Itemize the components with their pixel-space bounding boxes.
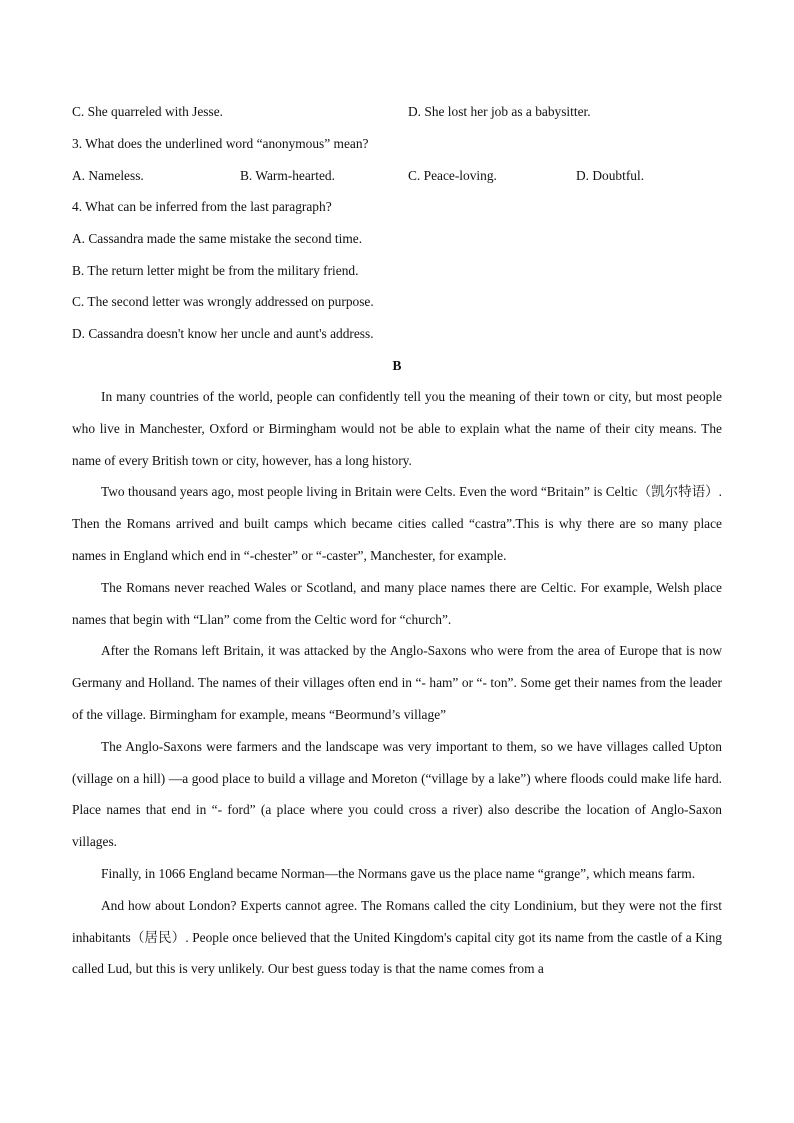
q3-option-b: B. Warm-hearted.	[240, 168, 335, 183]
q4-option-c: C. The second letter was wrongly addressed on purpose.	[72, 294, 374, 309]
passage-paragraph-3: The Romans never reached Wales or Scotland, and many place names there are Celtic. For example, Welsh place names that begin with “Llan” come from the Celtic word for “church”.	[72, 579, 722, 627]
q4-option-b: B. The return letter might be from the military friend.	[72, 263, 359, 278]
q4-option-d: D. Cassandra doesn't know her uncle and aunt's address.	[72, 326, 374, 341]
q2-option-c: C. She quarreled with Jesse.	[72, 104, 223, 119]
section-b-passage	[72, 381, 722, 985]
q2-option-d: D. She lost her job as a babysitter.	[408, 104, 591, 119]
passage-paragraph-5: The Anglo-Saxons were farmers and the landscape was very important to them, so we have villages called Upton (village on a hill) —a good place to build a village and Moreton (“village by a lake”) where floods could make life hard. Place names that end in “- ford” (a place where you could cross a river) also describe the location of Anglo-Saxon villages.	[72, 738, 722, 850]
q3-option-c: C. Peace-loving.	[408, 168, 497, 183]
passage-paragraph-6: Finally, in 1066 England became Norman—the Normans gave us the place name “grange”, which means farm.	[101, 865, 696, 881]
q2-options-row	[72, 103, 722, 121]
q4-option-a: A. Cassandra made the same mistake the second time.	[72, 231, 363, 246]
q3-option-a: A. Nameless.	[72, 168, 144, 183]
q3-question: 3. What does the underlined word “anonymous” mean?	[72, 136, 369, 151]
q3-options-row	[72, 167, 722, 185]
passage-paragraph-1: In many countries of the world, people can confidently tell you the meaning of their town or city, but most people who live in Manchester, Oxford or Birmingham would not be able to explain what the name of their city means. The name of every British town or city, however, has a long history.	[72, 389, 722, 468]
passage-paragraph-2: Two thousand years ago, most people living in Britain were Celts. Even the word “Britain” is Celtic（凯尔特语）. Then the Romans arrived and built camps which became cities called “castra”.This is why there are so many place names in England which end in “-chester” or “-caster”, Manchester, for example.	[72, 484, 722, 563]
q3-option-d: D. Doubtful.	[576, 168, 645, 183]
section-b-title: B	[392, 358, 402, 373]
passage-paragraph-4: After the Romans left Britain, it was attacked by the Anglo-Saxons who were from the area of Europe that is now Germany and Holland. The names of their villages often end in “- ham” or “- ton”. Some get their names from the leader of the village. Birmingham for example, means “Beormund’s village”	[72, 643, 722, 722]
passage-paragraph-7: And how about London? Experts cannot agree. The Romans called the city Londinium, but they were not the first inhabitants（居民）. People once believed that the United Kingdom's capital city got its name from the castle of a King called Lud, but this is very unlikely. Our best guess today is that the name comes from a	[72, 897, 722, 977]
q4-question: 4. What can be inferred from the last paragraph?	[72, 199, 332, 214]
